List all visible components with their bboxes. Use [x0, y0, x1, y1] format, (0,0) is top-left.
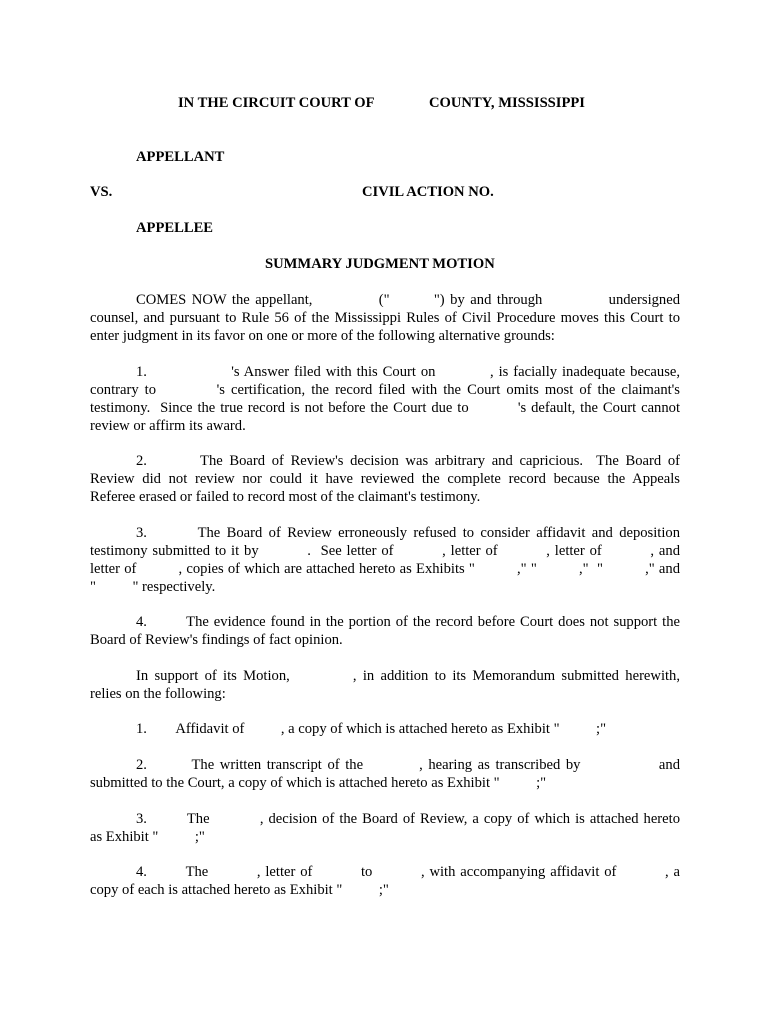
ground-3-line: 3. The Board of Review erroneously refused to consider affidavit and deposition: [136, 525, 680, 541]
civil-action-label: CIVIL ACTION NO.: [362, 184, 494, 200]
court-heading-left: IN THE CIRCUIT COURT OF: [178, 95, 375, 111]
item-2-line: submitted to the Court, a copy of which is attached hereto as Exhibit " ;": [90, 775, 547, 791]
court-heading-right: COUNTY, MISSISSIPPI: [429, 95, 585, 111]
ground-1-line: contrary to 's certification, the record filed with the Court omits most of the claimant's: [90, 382, 680, 398]
item-3-line: as Exhibit " ;": [90, 829, 205, 845]
ground-1-line: review or affirm its award.: [90, 418, 246, 434]
item-3-line: 3. The , decision of the Board of Review, a copy of which is attached hereto: [136, 811, 680, 827]
ground-3-line: testimony submitted to it by . See letter of , letter of , letter of , and: [90, 543, 680, 559]
ground-2-line: Referee erased or failed to record most of the claimant's testimony.: [90, 489, 481, 505]
versus-label: VS.: [90, 184, 113, 200]
ground-4-line: Board of Review's findings of fact opinion.: [90, 632, 343, 648]
appellee-label: APPELLEE: [136, 220, 214, 236]
item-2-line: 2. The written transcript of the , hearing as transcribed by and: [136, 757, 680, 773]
ground-2-line: 2. The Board of Review's decision was arbitrary and capricious. The Board of: [136, 453, 680, 469]
appellant-label: APPELLANT: [136, 149, 225, 165]
document-title: SUMMARY JUDGMENT MOTION: [265, 256, 495, 272]
ground-4-line: 4. The evidence found in the portion of the record before Court does not support the: [136, 614, 680, 630]
ground-1-line: testimony. Since the true record is not before the Court due to 's default, the Court cannot: [90, 400, 680, 416]
intro-line: enter judgment in its favor on one or more of the following alternative grounds:: [90, 328, 555, 344]
item-1-line: 1. Affidavit of , a copy of which is attached hereto as Exhibit " ;": [136, 721, 607, 737]
item-4-line: 4. The , letter of to , with accompanying affidavit of , a: [136, 864, 680, 880]
item-4-line: copy of each is attached hereto as Exhibit " ;": [90, 882, 389, 898]
ground-3-line: letter of , copies of which are attached hereto as Exhibits " ," " ," " ," and: [90, 561, 680, 577]
ground-3-line: " " respectively.: [90, 579, 216, 595]
ground-2-line: Review did not review nor could it have reviewed the complete record because the Appeals: [90, 471, 680, 487]
intro-line: COMES NOW the appellant, (" ") by and through undersigned: [136, 292, 680, 308]
ground-1-line: 1. 's Answer filed with this Court on , is facially inadequate because,: [136, 364, 680, 380]
support-line: relies on the following:: [90, 686, 226, 702]
support-line: In support of its Motion, , in addition to its Memorandum submitted herewith,: [136, 668, 680, 684]
intro-line: counsel, and pursuant to Rule 56 of the Mississippi Rules of Civil Procedure moves this Court to: [90, 310, 680, 326]
